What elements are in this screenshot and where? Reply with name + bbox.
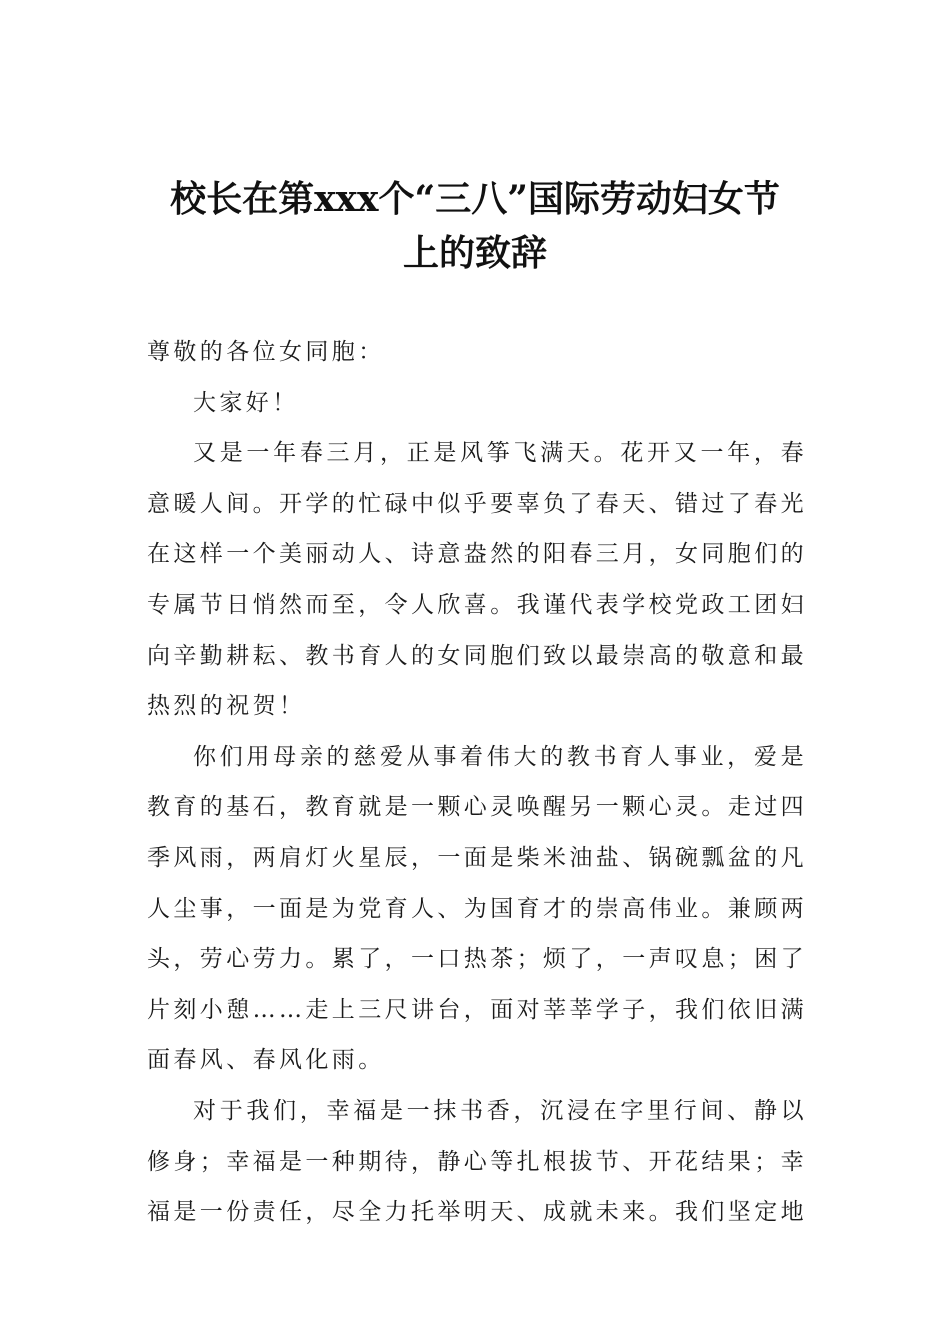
title-line-1: 校长在第xxx个“三八”国际劳动妇女节 — [170, 178, 780, 220]
paragraph: 对于我们，幸福是一抹书香，沉浸在字里行间、静以修身；幸福是一种期待，静心等扎根拔节、开花结果；幸福是一份责任，尽全力托举明天、成就未来。我们坚定地 — [147, 1097, 807, 1226]
paragraph: 你们用母亲的慈爱从事着伟大的教书育人事业，爱是教育的基石，教育就是一颗心灵唤醒另一颗心灵。走过四季风雨，两肩灯火星辰，一面是柴米油盐、锅碗瓢盆的凡人尘事，一面是为党育人、为国育才的崇高伟业。兼顾两头，劳心劳力。累了，一口热茶；烦了，一声叹息；困了片刻小憩……走上三尺讲台，面对莘莘学子，我们依旧满面春风、春风化雨。 — [147, 743, 807, 1074]
title-line-2: 上的致辞 — [402, 232, 547, 274]
document-title — [140, 172, 810, 280]
document-body — [147, 327, 807, 1238]
salutation: 尊敬的各位女同胞： — [147, 339, 385, 365]
paragraph-greeting: 大家好！ — [193, 389, 299, 416]
paragraph: 又是一年春三月，正是风筝飞满天。花开又一年，春意暖人间。开学的忙碌中似乎要辜负了春天、错过了春光在这样一个美丽动人、诗意盎然的阳春三月，女同胞们的专属节日悄然而至，令人欣喜。我谨代表学校党政工团妇向辛勤耕耘、教书育人的女同胞们致以最崇高的敬意和最热烈的祝贺！ — [147, 440, 807, 720]
